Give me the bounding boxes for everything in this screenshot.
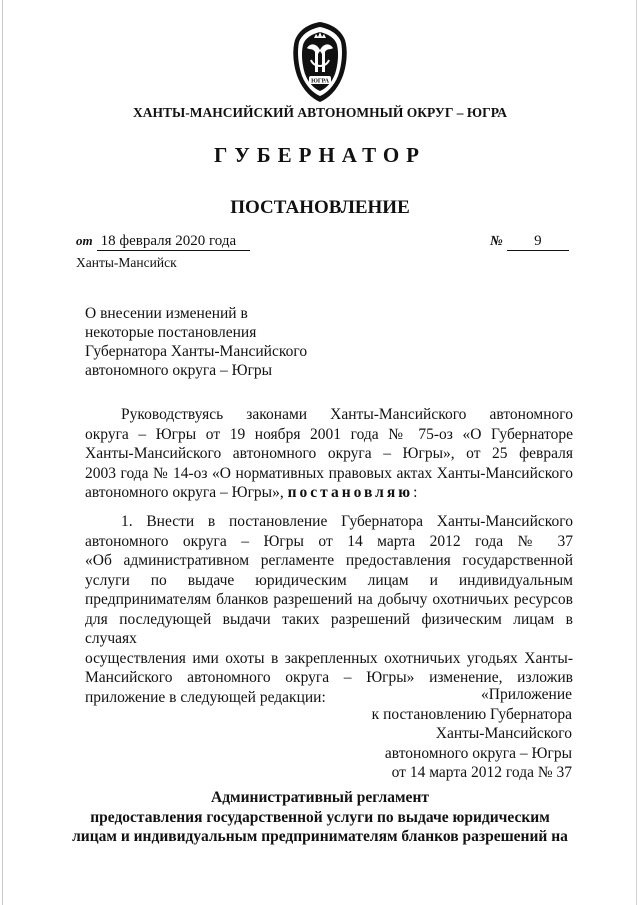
number-sign: №: [490, 234, 503, 249]
region-name: ХАНТЫ-МАНСИЙСКИЙ АВТОНОМНЫЙ ОКРУГ – ЮГРА: [133, 105, 507, 120]
annex-header: [372, 685, 572, 783]
decree-number: [490, 233, 569, 251]
date-prefix: от: [76, 233, 93, 248]
resolve-colon: :: [413, 484, 418, 501]
paragraph-line: Ханты-Мансийского автономного округа – Югры», от 25 февраля: [85, 445, 573, 462]
regulation-title-line: лицам и индивидуальным предпринимателям бланков разрешений на: [72, 828, 568, 845]
number-value: 9: [507, 233, 569, 251]
paragraph-line: Мансийского автономного округа – Югры» изменение, изложив: [85, 669, 573, 686]
paragraph-line: 2003 года № 14-оз «О нормативных правовых актах Ханты-Мансийского: [85, 464, 573, 482]
decree-subject: [85, 304, 345, 380]
paragraph-line: услуги по выдаче юридическим лицам и индивидуальным: [85, 571, 573, 589]
clause-1-paragraph: [85, 512, 573, 707]
decree-date: [76, 233, 250, 251]
paragraph-line: для последующей выдачи таких разрешений физическим лицам в случаях: [85, 610, 573, 647]
paragraph-line: «Об административном регламенте предоставления государственной: [85, 552, 573, 569]
governor-title: ГУБЕРНАТОР: [213, 143, 427, 167]
paragraph-line: Руководствуясь законами Ханты-Мансийского автономного: [121, 406, 573, 423]
paragraph-line: предпринимателям бланков разрешений на добычу охотничьих ресурсов: [85, 591, 573, 608]
paragraph-last-line: [85, 483, 573, 503]
scan-edge-left: [2, 0, 3, 905]
annex-line: Ханты-Мансийского: [435, 725, 572, 742]
regulation-title-line: Административный регламент: [211, 789, 429, 806]
subject-line: автономного округа – Югры: [85, 362, 273, 379]
subject-line: О внесении изменений в: [85, 305, 248, 322]
regulation-title: [0, 788, 640, 847]
coat-of-arms-icon: [287, 20, 353, 104]
annex-line: к постановлению Губернатора: [371, 705, 572, 723]
subject-line: некоторые постановления: [85, 324, 257, 341]
paragraph-last-line: приложение в следующей редакции:: [85, 688, 326, 706]
resolve-word: постановляю: [287, 484, 414, 501]
paragraph-line: осуществления ими охоты в закрепленных охотничьих угодьях Ханты-: [85, 649, 573, 667]
regulation-title-line: предоставления государственной услуги по выдаче юридическим: [90, 808, 550, 826]
annex-line: от 14 марта 2012 года № 37: [391, 764, 572, 781]
emblem-lettering: ЮГРА: [311, 78, 329, 85]
decree-type: ПОСТАНОВЛЕНИЕ: [230, 197, 410, 218]
paragraph-line: автономного округа – Югры от 14 марта 2012 года № 37: [85, 532, 573, 550]
annex-line: автономного округа – Югры: [384, 744, 572, 762]
subject-line: Губернатора Ханты-Мансийского: [85, 343, 308, 360]
paragraph-line: округа – Югры от 19 ноября 2001 года № 75-оз «О Губернаторе: [85, 425, 573, 443]
scan-edge-right: [636, 0, 637, 905]
annex-line: «Приложение: [481, 686, 572, 703]
paragraph-text: автономного округа – Югры»,: [85, 484, 288, 501]
city-name: Ханты-Мансийск: [76, 255, 177, 270]
preamble-paragraph: [85, 405, 573, 503]
date-value: 18 февраля 2020 года: [97, 233, 251, 251]
paragraph-line: 1. Внести в постановление Губернатора Ханты-Мансийского: [121, 513, 573, 530]
